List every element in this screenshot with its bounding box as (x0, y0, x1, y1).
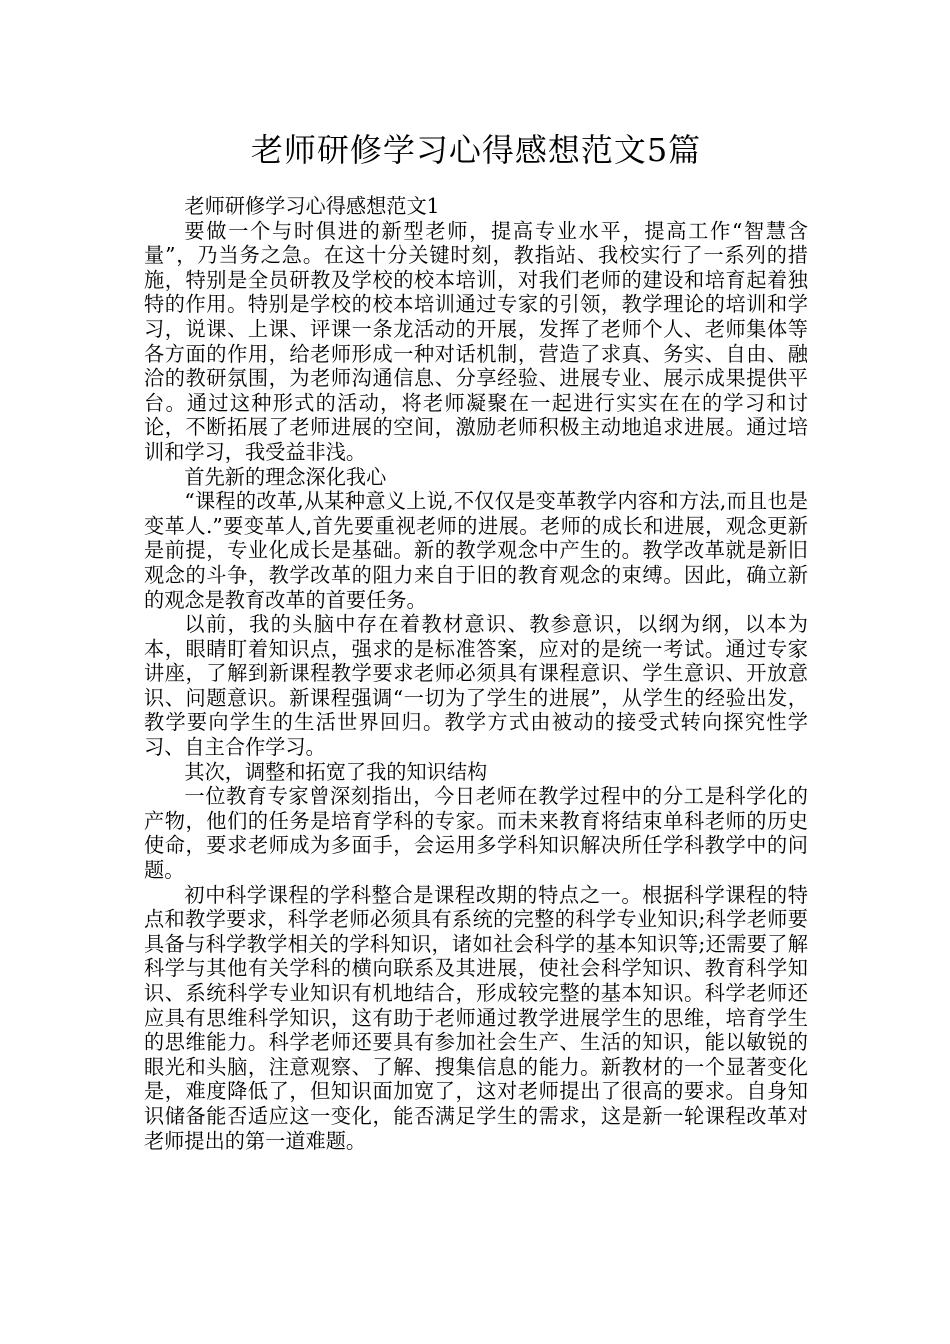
section-heading-3: 其次，调整和拓宽了我的知识结构 (184, 759, 488, 784)
document-page (144, 126, 808, 1153)
paragraph-1: 要做一个与时俱进的新型老师，提高专业水平，提高工作“智慧含量”，乃当务之急。在这十分关键时刻，教指站、我校实行了一系列的措施，特别是全员研教及学校的校本培训，对我们老师的建设和培育起着独特的作用。特别是学校的校本培训通过专家的引领，教学理论的培训和学习，说课、上课、评课一条龙活动的开展，发挥了老师个人、老师集体等各方面的作用，给老师形成一种对话机制，营造了求真、务实、自由、融洽的教研氛围，为老师沟通信息、分享经验、进展专业、展示成果提供平台。通过这种形式的活动，将老师凝聚在一起进行实实在在的学习和讨论，不断拓展了老师进展的空间，激励老师积极主动地追求进展。通过培训和学习，我受益非浅。 (144, 218, 808, 464)
paragraph-2: “课程的改革,从某种意义上说,不仅仅是变革教学内容和方法,而且也是变革人.”要变革人,首先要重视老师的进展。老师的成长和进展，观念更新是前提，专业化成长是基础。新的教学观念中产生的。教学改革就是新旧观念的斗争，教学改革的阻力来自于旧的教育观念的束缚。因此，确立新的观念是教育改革的首要任务。 (144, 489, 808, 612)
section-heading-2: 首先新的理念深化我心 (184, 464, 387, 489)
page-title: 老师研修学习心得感想范文5篇 (250, 131, 702, 169)
section-heading-1: 老师研修学习心得感想范文1 (184, 194, 440, 218)
paragraph-3: 以前，我的头脑中存在着教材意识、教参意识，以纲为纲，以本为本，眼睛盯着知识点，强求的是标准答案，应对的是统一考试。通过专家讲座，了解到新课程教学要求老师必须具有课程意识、学生意识、开放意识、问题意识。新课程强调“一切为了学生的进展”，从学生的经验出发，教学要向学生的生活世界回归。教学方式由被动的接受式转向探究性学习、自主合作学习。 (144, 612, 808, 760)
paragraph-4: 一位教育专家曾深刻指出，今日老师在教学过程中的分工是科学化的产物，他们的任务是培育学科的专家。而未来教育将结束单科老师的历史使命，要求老师成为多面手，会运用多学科知识解决所任学科教学中的问题。 (144, 784, 808, 883)
paragraph-5: 初中科学课程的学科整合是课程改期的特点之一。根据科学课程的特点和教学要求，科学老师必须具有系统的完整的科学专业知识;科学老师要具备与科学教学相关的学科知识，诸如社会科学的基本知识等;还需要了解科学与其他有关学科的横向联系及其进展，使社会科学知识、教育科学知识、系统科学专业知识有机地结合，形成较完整的基本知识。科学老师还应具有思维科学知识，这有助于老师通过教学进展学生的思维，培育学生的思维能力。科学老师还要具有参加社会生产、生活的知识，能以敏锐的眼光和头脑，注意观察、了解、搜集信息的能力。新教材的一个显著变化是，难度降低了，但知识面加宽了，这对老师提出了很高的要求。自身知识储备能否适应这一变化，能否满足学生的需求，这是新一轮课程改革对老师提出的第一道难题。 (144, 882, 808, 1153)
